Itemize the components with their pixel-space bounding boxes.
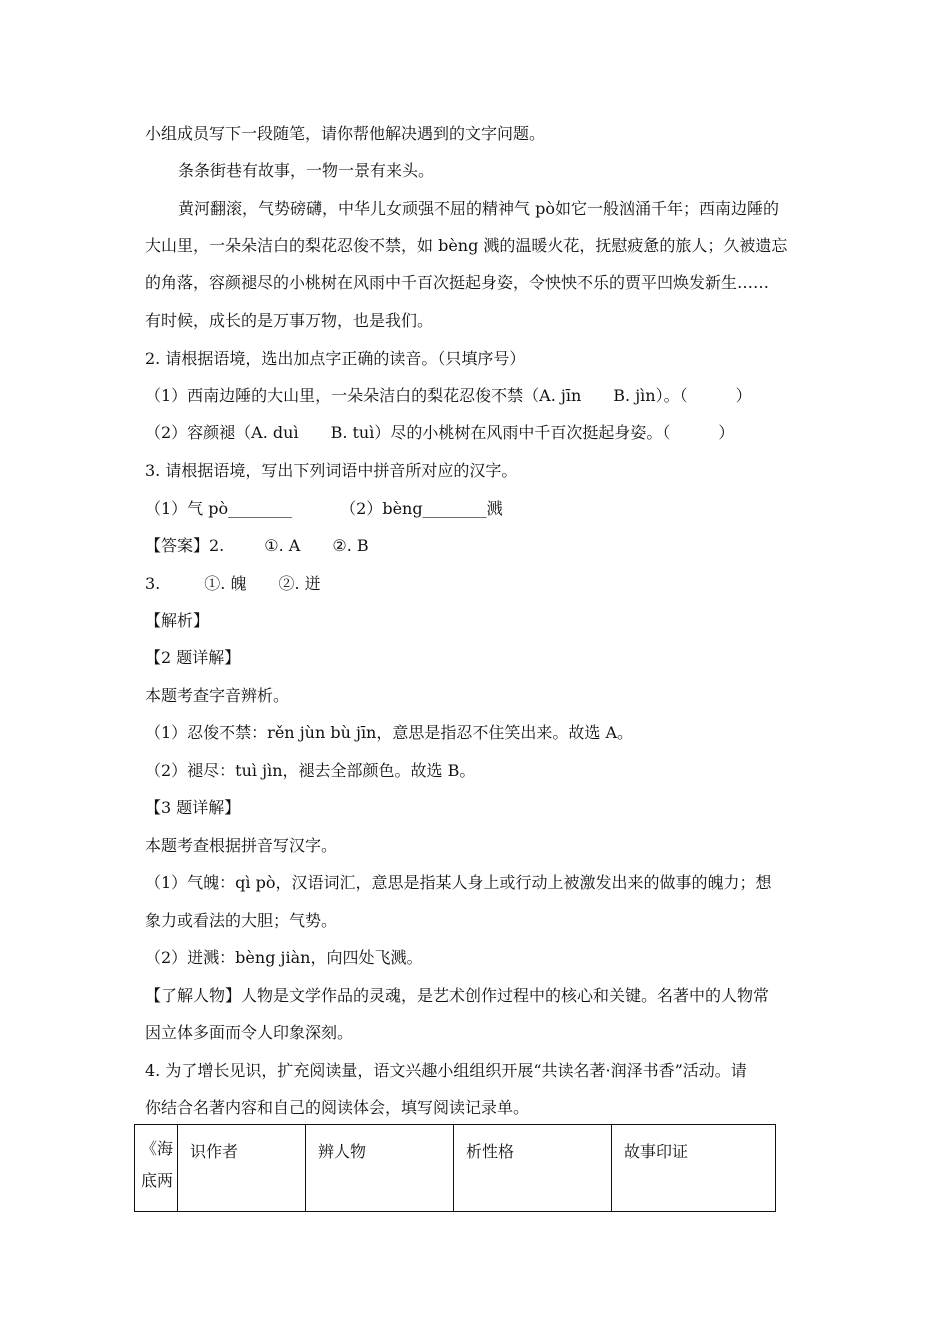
question-3-item: （1）气 pò________ (145, 499, 293, 518)
table-cell: 识作者 (178, 1125, 306, 1212)
analysis-text: （1）忍俊不禁：rěn jùn bù jīn，意思是指忍不住笑出来。故选 A。 (145, 723, 634, 742)
analysis-text: （1）气魄：qì pò，汉语词汇，意思是指某人身上或行动上被激发出来的做事的魄力；想 (145, 873, 772, 892)
question-2-item: （1）西南边陲的大山里，一朵朵洁白的梨花忍俊不禁（A. jīn B. jìn）。（ ） (145, 386, 752, 405)
analysis-heading: 【2 题详解】 (145, 648, 241, 667)
table-cell-book: 《海底两 (135, 1125, 178, 1212)
analysis-text: （2）迸溅：bèng jiàn，向四处飞溅。 (145, 948, 423, 967)
essay-line: 黄河翻滚，气势磅礴，中华儿女顽强不屈的精神气 pò如它一般汹涌千年；西南边陲的 (178, 199, 779, 218)
answer-value: ①. 魄 (204, 574, 247, 593)
table-cell: 辨人物 (306, 1125, 454, 1212)
analysis-text: （2）褪尽：tuì jìn，褪去全部颜色。故选 B。 (145, 761, 476, 780)
essay-title: 条条街巷有故事，一物一景有来头。 (178, 161, 435, 180)
question-3-item: （2）bèng________溅 (340, 499, 503, 518)
analysis-text: 本题考查根据拼音写汉字。 (145, 836, 338, 855)
answer-value: ②. 迸 (278, 574, 321, 593)
analysis-label: 【解析】 (145, 611, 210, 630)
question-4-text: 4. 为了增长见识，扩充阅读量，语文兴趣小组组织开展“共读名著·润泽书香”活动。请 (145, 1061, 747, 1080)
essay-line: 大山里，一朵朵洁白的梨花忍俊不禁，如 bèng 溅的温暖火花，抚慰疲惫的旅人；久被遗忘 (145, 236, 788, 255)
question-2-stem: 2. 请根据语境，选出加点字正确的读音。（只填序号） (145, 349, 526, 368)
knowledge-text: 因立体多面而令人印象深刻。 (145, 1023, 354, 1042)
table-cell: 故事印证 (612, 1125, 776, 1212)
question-3-items (145, 499, 503, 519)
answer-line (145, 574, 321, 594)
intro-text: 小组成员写下一段随笔，请你帮他解决遇到的文字问题。 (145, 124, 546, 143)
essay-line: 有时候，成长的是万事万物，也是我们。 (145, 311, 434, 330)
answer-line (145, 536, 369, 556)
reading-record-table (134, 1124, 776, 1212)
question-2-item: （2）容颜褪（A. duì B. tuì）尽的小桃树在风雨中千百次挺起身姿。（ ） (145, 423, 735, 442)
table-cell: 析性格 (454, 1125, 612, 1212)
question-4-text: 你结合名著内容和自己的阅读体会，填写阅读记录单。 (145, 1098, 530, 1117)
analysis-text: 象力或看法的大胆；气势。 (145, 911, 338, 930)
question-3-stem: 3. 请根据语境，写出下列词语中拼音所对应的汉字。 (145, 461, 518, 480)
analysis-heading: 【3 题详解】 (145, 798, 241, 817)
answer-label: 【答案】2. (145, 536, 225, 555)
answer-value: ①. A (264, 536, 301, 555)
table-row (135, 1125, 776, 1212)
knowledge-text: 【了解人物】人物是文学作品的灵魂，是艺术创作过程中的核心和关键。名著中的人物常 (145, 986, 770, 1005)
essay-line: 的角落，容颜褪尽的小桃树在风雨中千百次挺起身姿，令怏怏不乐的贾平凹焕发新生…… (145, 273, 770, 292)
answer-label: 3. (145, 574, 161, 593)
analysis-text: 本题考查字音辨析。 (145, 686, 290, 705)
answer-value: ②. B (332, 536, 369, 555)
